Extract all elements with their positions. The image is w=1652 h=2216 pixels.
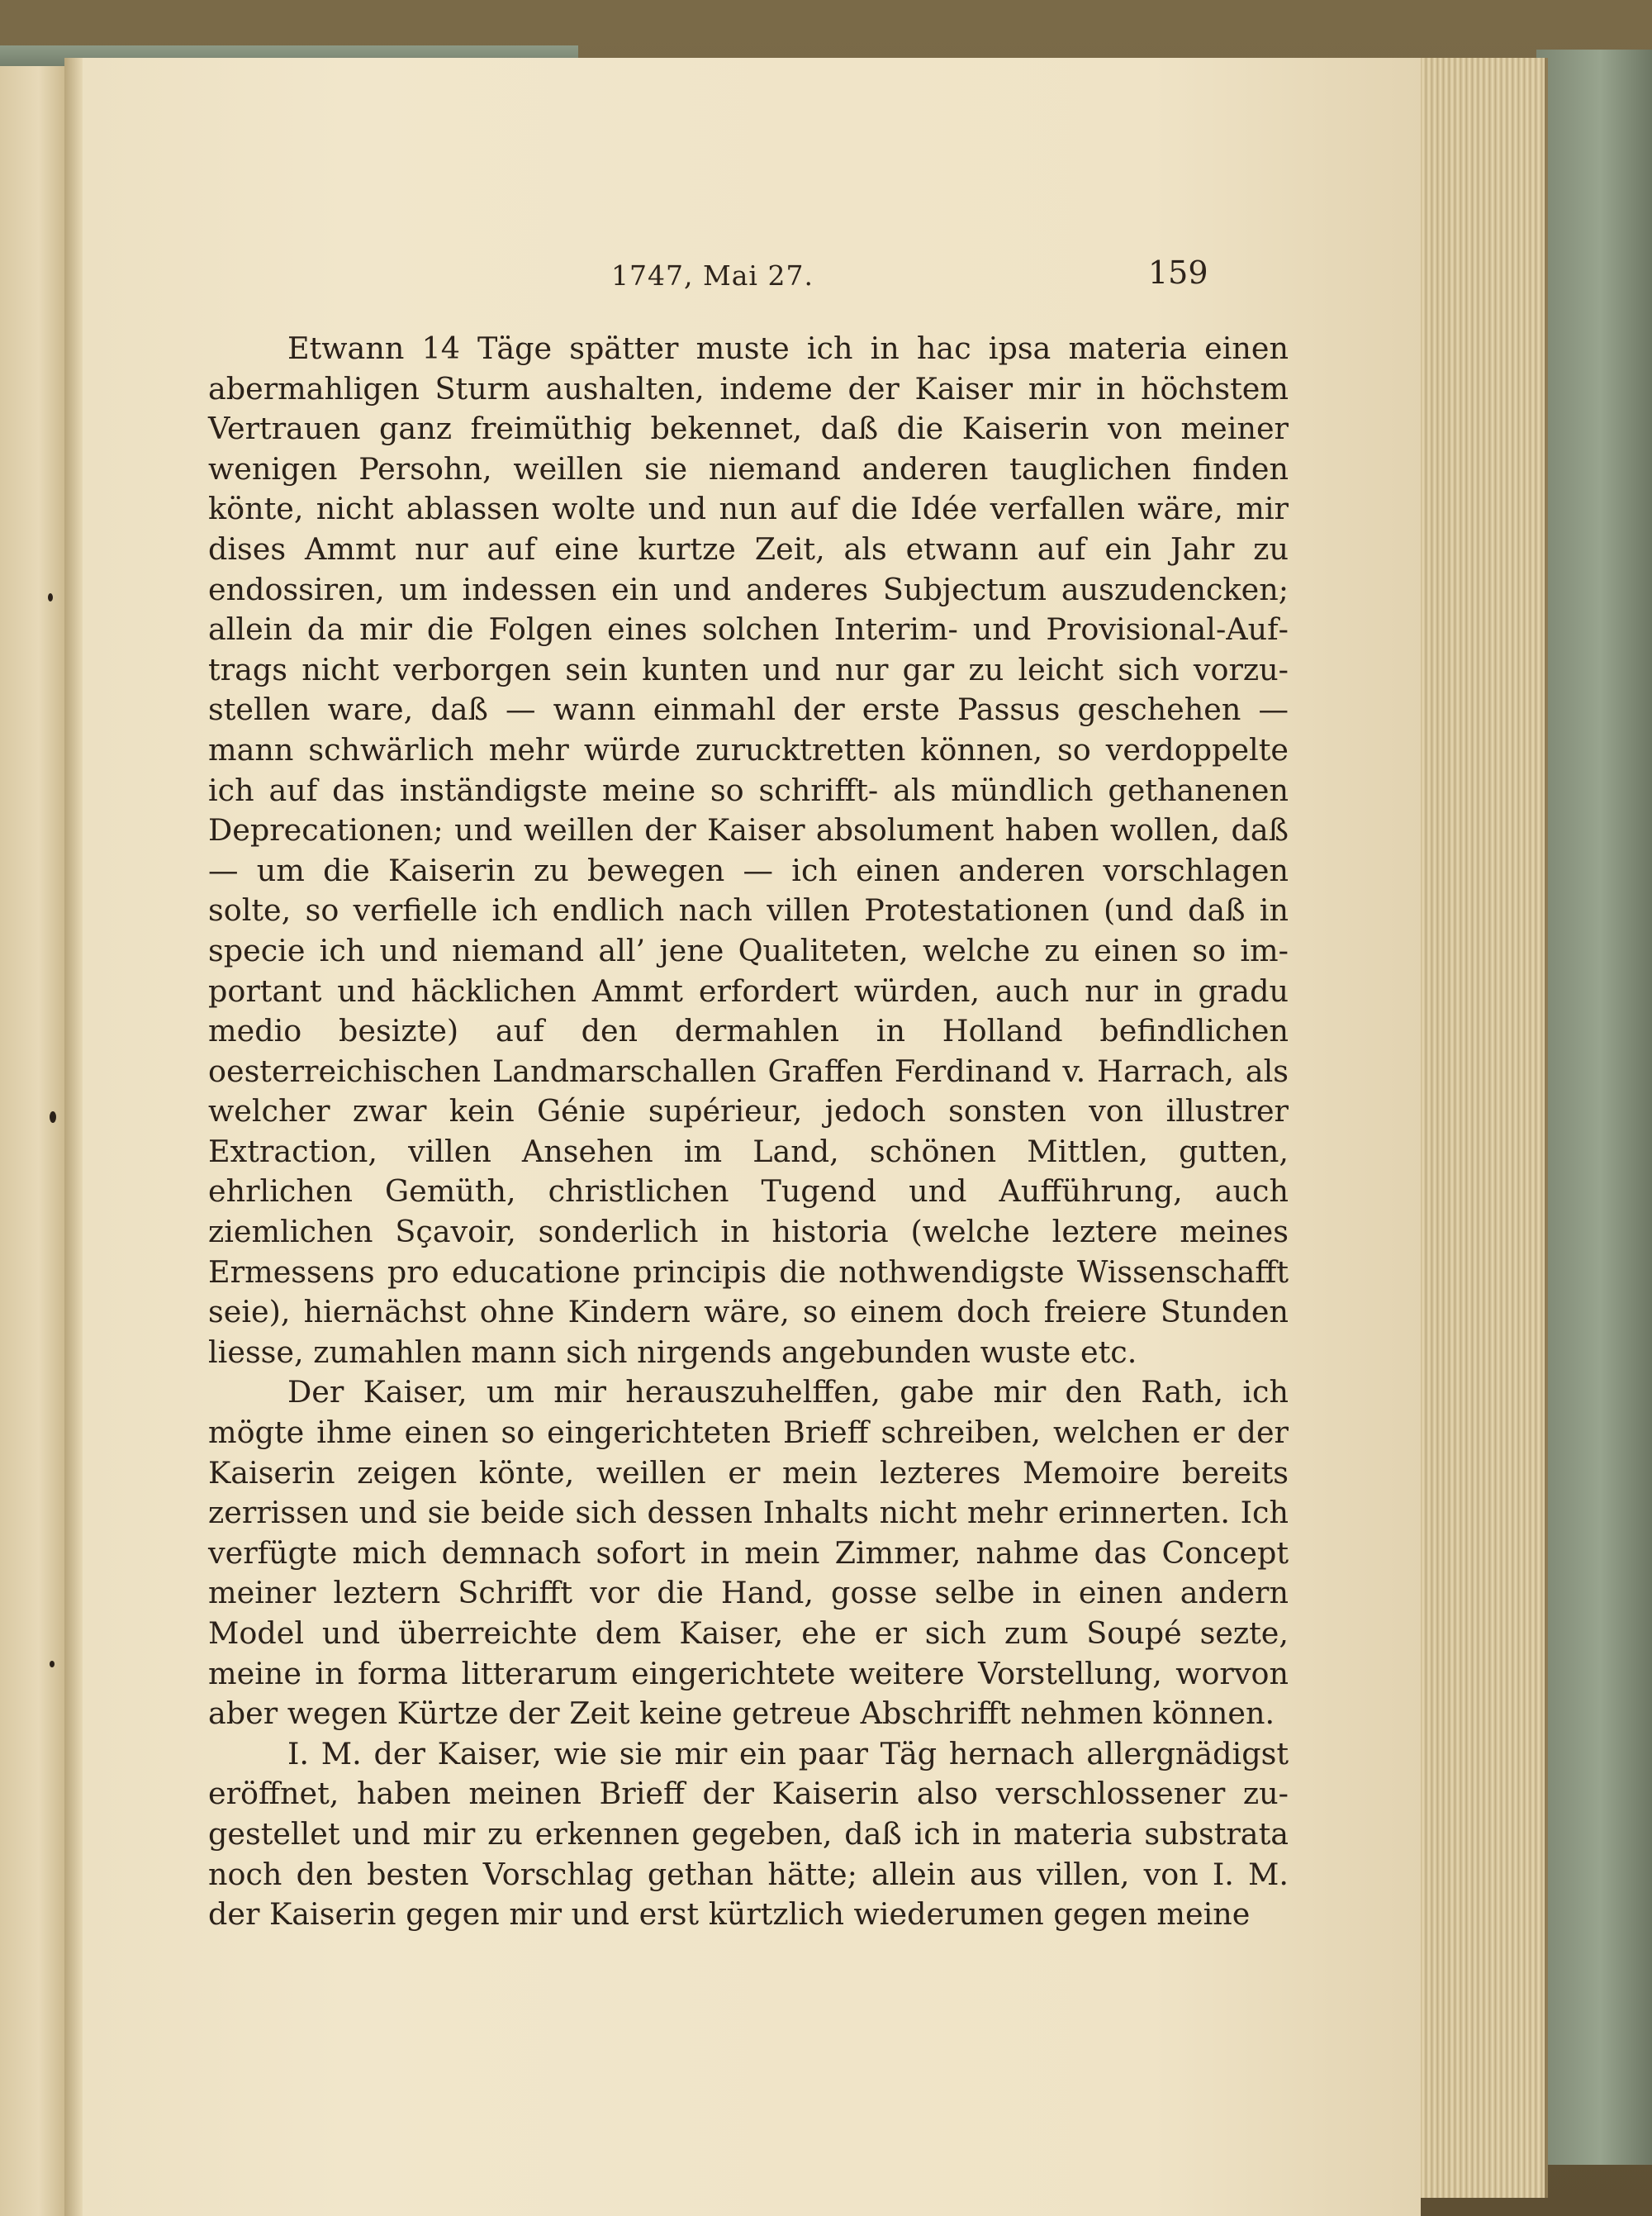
paragraph-3: I. M. der Kaiser, wie sie mir ein paar Täg hernach allergnädigst eröffnet, haben meinen Brieff der Kaiserin also verschlossener zugestellet und mir zu erkennen gegeben, daß ich in materia substrata noch den besten Vorschlag gethan hätte; allein aus villen, von I. M. der Kaiserin gegen mir und erst kürtzlich wiederumen gegen meine [208, 1735, 1289, 1933]
paragraph-2: Der Kaiser, um mir herauszuhelffen, gabe mir den Rath, ich mögte ihme einen so eingerichteten Brieff schreiben, welchen er der Kaiserin zeigen könte, weillen er mein lezteres Memoire bereits zerrissen und sie beide sich dessen Inhalts nicht mehr erinnerten. Ich verfügte mich demnach sofort in mein Zimmer, nahme das Concept meiner leztern Schrifft vor die Hand, gosse selbe in einen andern Model und überreichte dem Kaiser, ehe er sich zum Soupé sezte, meine in forma litterarum eingerichtete weitere Vorstellung, worvon aber wegen Kürtze der Zeit keine getreue Abschrifft nehmen können. [208, 1374, 1289, 1732]
margin-ink-dot [50, 1111, 56, 1123]
running-head [83, 254, 1421, 301]
binding-cloth-right [1536, 50, 1652, 2165]
body-text [208, 329, 1289, 1935]
margin-ink-dot [50, 1661, 55, 1667]
margin-ink-dot [48, 593, 53, 602]
facing-page-edge [0, 66, 67, 2216]
page-block-edges [1421, 58, 1548, 2198]
running-title: 1747, Mai 27. [611, 259, 814, 292]
book-gutter [64, 58, 83, 2216]
book-page [83, 58, 1421, 2216]
paragraph-1: Etwann 14 Täge spätter muste ich in hac ipsa materia einen abermahligen Sturm aushalten, indeme der Kaiser mir in höchstem Vertrauen ganz freimüthig bekennet, daß die Kaiserin von meiner wenigen Persohn, weillen sie niemand anderen tauglichen finden könte, nicht ablassen wolte und nun auf die Idée verfallen wäre, mir dises Ammt nur auf eine kurtze Zeit, als etwann auf ein Jahr zu endossiren, um indessen ein und anderes Subjectum auszudencken; allein da mir die Folgen eines solchen Interim- und Provisional-Auftrags nicht verborgen sein kunten und nur gar zu leicht sich vorzustellen ware, daß — wann einmahl der erste Passus geschehen — mann schwärlich mehr würde zurucktretten können, so verdoppelte ich auf das inständigste meine so schrifft- als mündlich gethanenen Deprecationen; und weillen der Kaiser absolument haben wollen, daß — um die Kaiserin zu bewegen — ich einen anderen vorschlagen solte, so verfielle ich endlich nach villen Protestationen (und daß in specie ich und niemand all’ jene Qualiteten, welche zu einen so important und häcklichen Ammt erfordert würden, auch nur in gradu medio besizte) auf den dermahlen in Holland befindlichen oesterreichischen Landmarschallen Graffen Ferdinand v. Harrach, als welcher zwar kein Génie supérieur, jedoch sonsten von illustrer Extraction, villen Ansehen im Land, schönen Mittlen, gutten, ehrlichen Gemüth, christlichen Tugend und Aufführung, auch ziemlichen Sçavoir, sonderlich in historia (welche leztere meines Ermessens pro educatione principis die nothwendigste Wissenschafft seie), hiernächst ohne Kindern wäre, so einem doch freiere Stunden liesse, zumahlen mann sich nirgends angebunden wuste etc. [208, 330, 1289, 1370]
page-number: 159 [1148, 254, 1208, 291]
